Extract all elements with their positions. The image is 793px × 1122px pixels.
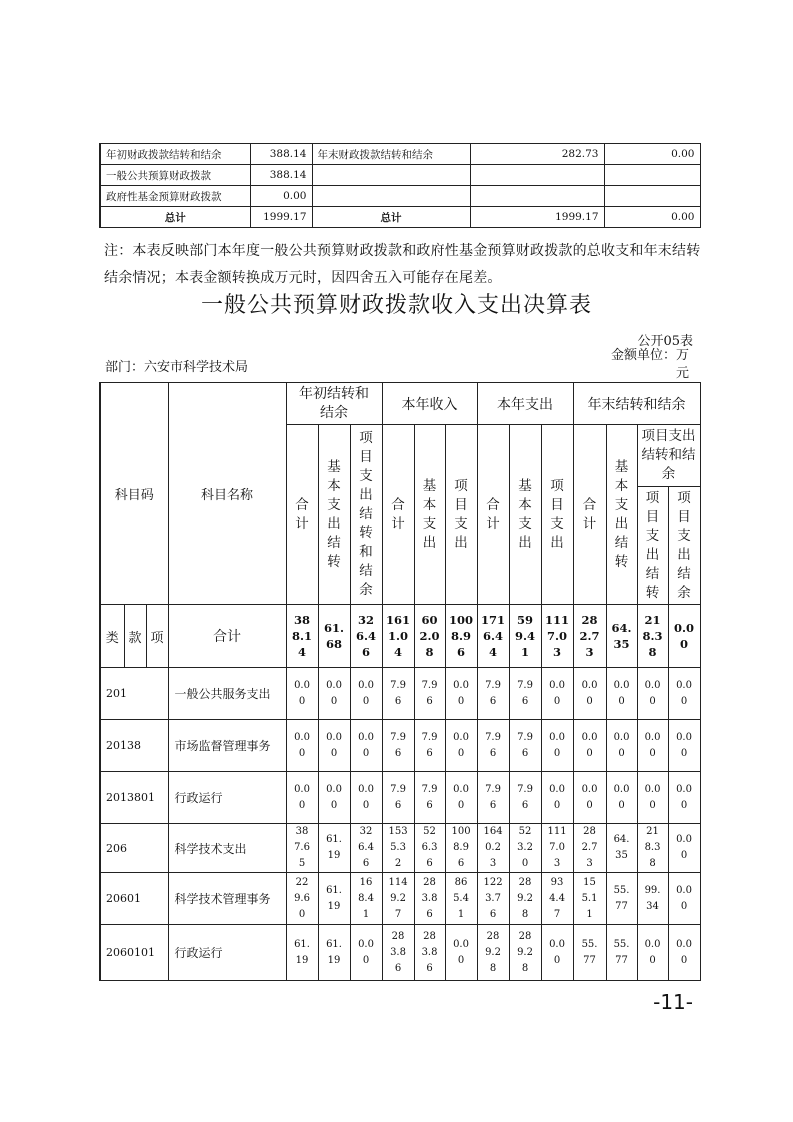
table-row — [100, 186, 700, 207]
row-value — [604, 165, 700, 186]
row-name: 市场监督管理事务 — [168, 720, 286, 772]
row-name: 科学技术管理事务 — [168, 873, 286, 925]
row-value-text: 0.00 — [294, 783, 310, 811]
row-value — [445, 925, 477, 981]
row-value-text: 0.00 — [453, 731, 469, 759]
row-value-text: 61.19 — [326, 884, 342, 912]
row-value-text: 0.00 — [549, 679, 565, 707]
row-value-text: 0.00 — [358, 783, 374, 811]
row-value — [445, 668, 477, 720]
row-value — [573, 873, 606, 925]
row-value — [606, 925, 637, 981]
row-label: 年末财政拨款结转和结余 — [312, 144, 470, 165]
row-label — [312, 186, 470, 207]
row-value-text: 0.00 — [358, 938, 374, 966]
row-value-text: 0.00 — [358, 679, 374, 707]
row-value-text: 55.77 — [581, 938, 598, 966]
row-value — [668, 720, 700, 772]
row-value-text: 0.00 — [581, 731, 598, 759]
row-value — [541, 824, 573, 873]
row-value — [477, 720, 509, 772]
row-label: 一般公共预算财政拨款 — [100, 165, 250, 186]
sum-cell: 1008.96 — [445, 605, 477, 668]
row-value — [286, 873, 318, 925]
row-value-text: 0.00 — [613, 731, 630, 759]
row-value-text: 0.00 — [326, 783, 342, 811]
row-label: 年初财政拨款结转和结余 — [100, 144, 250, 165]
row-value-text: 0.00 — [581, 783, 598, 811]
row-value — [382, 720, 414, 772]
form-number: 公开05表 — [637, 334, 693, 349]
row-value — [318, 720, 350, 772]
row-value — [350, 720, 382, 772]
row-value-text: 0.00 — [358, 731, 374, 759]
row-value-text: 0.00 — [676, 884, 692, 912]
row-value-text: 0.00 — [581, 679, 598, 707]
row-value-text: 0.00 — [549, 731, 565, 759]
row-value-text: 7.96 — [421, 731, 438, 759]
row-value-text: 0.00 — [676, 731, 692, 759]
row-value — [382, 925, 414, 981]
header-group-income: 本年收入 — [382, 383, 477, 425]
budget-table — [99, 382, 701, 981]
row-value-text: 0.00 — [644, 783, 661, 811]
row-value — [350, 925, 382, 981]
row-value — [509, 925, 541, 981]
row-value-text: 283.86 — [421, 876, 438, 920]
header-basic-expense: 基本支出 — [414, 425, 445, 605]
header-basic-carry: 基本支出结转 — [318, 425, 350, 605]
header-end-project-group: 项目支出结转和结余 — [637, 425, 700, 487]
row-value — [668, 668, 700, 720]
total-label: 总计 — [100, 207, 250, 228]
row-value-text: 934.47 — [549, 876, 565, 920]
row-value — [668, 772, 700, 824]
sum-cell: 1611.04 — [382, 605, 414, 668]
header-project-surplus: 项目支出结余 — [668, 487, 700, 605]
row-value — [541, 873, 573, 925]
sum-cell: 326.46 — [350, 605, 382, 668]
header-row — [100, 383, 700, 425]
row-value-text: 289.28 — [485, 930, 501, 974]
row-value — [470, 186, 604, 207]
header-total: 合计 — [573, 425, 606, 605]
row-value — [573, 824, 606, 873]
header-project-carry-surplus: 项目支出结转和结余 — [350, 425, 382, 605]
row-value-text: 283.86 — [421, 930, 438, 974]
row-value-text: 0.00 — [453, 938, 469, 966]
row-value-text: 0.00 — [326, 679, 342, 707]
row-value — [604, 186, 700, 207]
row-value-text: 523.20 — [517, 826, 533, 869]
row-value — [318, 925, 350, 981]
department-label: 部门：六安市科学技术局 — [105, 360, 249, 375]
header-project-expense: 项目支出 — [541, 425, 573, 605]
row-value-text: 155.11 — [581, 876, 598, 920]
sum-cell: 64.35 — [606, 605, 637, 668]
row-value — [350, 668, 382, 720]
row-value-text: 229.60 — [294, 876, 310, 920]
row-value-text: 7.96 — [517, 783, 533, 811]
row-value-text: 0.00 — [326, 731, 342, 759]
row-value — [606, 720, 637, 772]
row-value-text: 7.96 — [517, 731, 533, 759]
amount-unit — [611, 347, 689, 383]
row-value-text: 61.19 — [326, 938, 342, 966]
row-value — [509, 772, 541, 824]
row-value — [668, 925, 700, 981]
header-kuan: 款 — [124, 605, 146, 668]
header-name: 科目名称 — [168, 383, 286, 605]
header-basic-expense: 基本支出 — [509, 425, 541, 605]
header-group-end: 年末结转和结余 — [573, 383, 700, 425]
row-value-text: 1223.76 — [483, 876, 503, 920]
row-value-text: 1535.32 — [388, 826, 408, 869]
row-value — [445, 824, 477, 873]
row-code: 206 — [100, 824, 168, 873]
row-value-text: 7.96 — [517, 679, 533, 707]
row-value: 282.73 — [470, 144, 604, 165]
row-value — [286, 668, 318, 720]
row-value — [509, 824, 541, 873]
row-value-text: 168.41 — [358, 876, 374, 920]
row-value-text: 61.19 — [326, 834, 342, 861]
row-code: 2013801 — [100, 772, 168, 824]
row-value-text: 1149.27 — [388, 876, 408, 920]
sum-cell: 1117.03 — [541, 605, 573, 668]
total-value: 0.00 — [604, 207, 700, 228]
row-value — [414, 873, 445, 925]
row-value — [477, 873, 509, 925]
table-row — [100, 144, 700, 165]
row-value — [509, 668, 541, 720]
row-value-text: 0.00 — [453, 783, 469, 811]
row-value — [606, 824, 637, 873]
row-value — [382, 772, 414, 824]
row-value — [541, 772, 573, 824]
row-value — [573, 772, 606, 824]
row-value — [637, 925, 668, 981]
row-name: 行政运行 — [168, 925, 286, 981]
sum-cell: 388.14 — [286, 605, 318, 668]
fiscal-summary-table — [99, 143, 701, 228]
row-value — [668, 824, 700, 873]
table-note: 注：本表反映部门本年度一般公共预算财政拨款和政府性基金预算财政拨款的总收支和年末结转结余情况；本表金额转换成万元时，因四舍五入可能存在尾差。 — [104, 243, 701, 286]
row-value — [477, 772, 509, 824]
row-value-text: 0.00 — [676, 783, 692, 811]
row-value-text: 7.96 — [485, 679, 501, 707]
row-value-text: 0.00 — [644, 731, 661, 759]
row-value-text: 0.00 — [549, 783, 565, 811]
page-title: 一般公共预算财政拨款收入支出决算表 — [200, 293, 592, 318]
row-value: 0.00 — [604, 144, 700, 165]
row-value-text: 1640.23 — [483, 826, 503, 869]
sum-cell: 218.38 — [637, 605, 668, 668]
row-code: 201 — [100, 668, 168, 720]
header-project-expense: 项目支出 — [445, 425, 477, 605]
row-value-text: 61.19 — [294, 938, 310, 966]
row-value — [286, 720, 318, 772]
row-code: 20601 — [100, 873, 168, 925]
sum-cell: 282.73 — [573, 605, 606, 668]
header-xiang: 项 — [146, 605, 168, 668]
row-value-text: 289.28 — [517, 930, 533, 974]
row-value — [318, 824, 350, 873]
row-value-text: 0.00 — [549, 938, 565, 966]
table-row — [100, 772, 700, 824]
row-value — [573, 720, 606, 772]
row-value-text: 1008.96 — [451, 826, 471, 869]
row-value — [470, 165, 604, 186]
table-row — [100, 668, 700, 720]
row-value — [477, 824, 509, 873]
row-value — [637, 668, 668, 720]
row-value — [382, 873, 414, 925]
table-row — [100, 873, 700, 925]
row-value — [414, 720, 445, 772]
sum-cell: 61.68 — [318, 605, 350, 668]
total-value: 1999.17 — [470, 207, 604, 228]
row-value-text: 526.36 — [421, 826, 438, 869]
row-value-text: 0.00 — [294, 731, 310, 759]
row-code: 20138 — [100, 720, 168, 772]
row-value — [318, 772, 350, 824]
row-value-text: 0.00 — [644, 679, 661, 707]
row-value-text: 7.96 — [390, 783, 406, 811]
header-group-begin: 年初结转和结余 — [286, 383, 382, 425]
row-value — [477, 925, 509, 981]
table-row — [100, 824, 700, 873]
amount-unit-line2: 元 — [675, 366, 689, 381]
header-total: 合计 — [477, 425, 509, 605]
row-value — [318, 668, 350, 720]
row-value-text: 7.96 — [485, 731, 501, 759]
header-project-carry: 项目支出结转 — [637, 487, 668, 605]
row-value: 0.00 — [250, 186, 312, 207]
row-value-text: 55.77 — [613, 884, 630, 912]
row-code: 2060101 — [100, 925, 168, 981]
row-value: 388.14 — [250, 144, 312, 165]
row-value — [637, 824, 668, 873]
row-value-text: 0.00 — [644, 938, 661, 966]
total-value: 1999.17 — [250, 207, 312, 228]
row-value — [350, 873, 382, 925]
row-value — [606, 873, 637, 925]
row-value — [573, 925, 606, 981]
row-value-text: 283.86 — [390, 930, 406, 974]
sum-cell: 599.41 — [509, 605, 541, 668]
row-value — [637, 772, 668, 824]
header-code: 科目码 — [100, 383, 168, 605]
row-value — [382, 824, 414, 873]
row-value-text: 7.96 — [485, 783, 501, 811]
sum-cell: 602.08 — [414, 605, 445, 668]
row-value-text: 7.96 — [390, 679, 406, 707]
row-value — [606, 668, 637, 720]
header-group-expense: 本年支出 — [477, 383, 573, 425]
row-value: 388.14 — [250, 165, 312, 186]
row-value — [509, 720, 541, 772]
row-value-text: 7.96 — [421, 679, 438, 707]
sum-row — [100, 605, 700, 668]
row-value — [541, 720, 573, 772]
row-value — [350, 772, 382, 824]
row-value — [445, 720, 477, 772]
row-label: 政府性基金预算财政拨款 — [100, 186, 250, 207]
row-value — [445, 772, 477, 824]
header-total: 合计 — [382, 425, 414, 605]
row-value-text: 1117.03 — [547, 826, 567, 869]
sum-cell: 0.00 — [668, 605, 700, 668]
row-value — [286, 925, 318, 981]
row-value — [414, 668, 445, 720]
page-number: -11- — [653, 990, 693, 1014]
row-value-text: 7.96 — [390, 731, 406, 759]
header-total: 合计 — [286, 425, 318, 605]
row-value-text: 7.96 — [421, 783, 438, 811]
row-name: 行政运行 — [168, 772, 286, 824]
row-value-text: 865.41 — [453, 876, 469, 920]
row-value-text: 99.34 — [644, 884, 661, 912]
header-lei: 类 — [100, 605, 124, 668]
row-value — [477, 668, 509, 720]
table-row — [100, 720, 700, 772]
row-value — [414, 925, 445, 981]
row-value-text: 0.00 — [613, 783, 630, 811]
table-row — [100, 165, 700, 186]
row-value-text: 0.00 — [613, 679, 630, 707]
row-value — [445, 873, 477, 925]
row-value-text: 0.00 — [676, 938, 692, 966]
row-value — [573, 668, 606, 720]
row-value-text: 0.00 — [676, 834, 692, 861]
row-value — [350, 824, 382, 873]
sum-label: 合计 — [168, 605, 286, 668]
table-row — [100, 925, 700, 981]
row-value — [318, 873, 350, 925]
row-value — [414, 824, 445, 873]
row-value-text: 0.00 — [676, 679, 692, 707]
row-value — [637, 720, 668, 772]
row-value — [668, 873, 700, 925]
row-value-text: 0.00 — [453, 679, 469, 707]
row-value — [286, 824, 318, 873]
row-value-text: 64.35 — [613, 834, 630, 861]
row-value — [606, 772, 637, 824]
row-value-text: 218.38 — [644, 826, 661, 869]
amount-unit-line1: 金额单位：万 — [610, 348, 689, 363]
row-value-text: 0.00 — [294, 679, 310, 707]
row-value — [541, 925, 573, 981]
row-value — [414, 772, 445, 824]
total-label: 总计 — [312, 207, 470, 228]
row-value-text: 289.28 — [517, 876, 533, 920]
row-value — [637, 873, 668, 925]
total-row — [100, 207, 700, 228]
row-value-text: 387.65 — [294, 826, 310, 869]
row-name: 科学技术支出 — [168, 824, 286, 873]
row-value-text: 282.73 — [581, 826, 598, 869]
row-value — [286, 772, 318, 824]
row-value — [509, 873, 541, 925]
header-basic-carry: 基本支出结转 — [606, 425, 637, 605]
sum-cell: 1716.44 — [477, 605, 509, 668]
row-label — [312, 165, 470, 186]
row-value — [541, 668, 573, 720]
row-value-text: 55.77 — [613, 938, 630, 966]
row-name: 一般公共服务支出 — [168, 668, 286, 720]
row-value-text: 326.46 — [358, 826, 374, 869]
row-value — [382, 668, 414, 720]
